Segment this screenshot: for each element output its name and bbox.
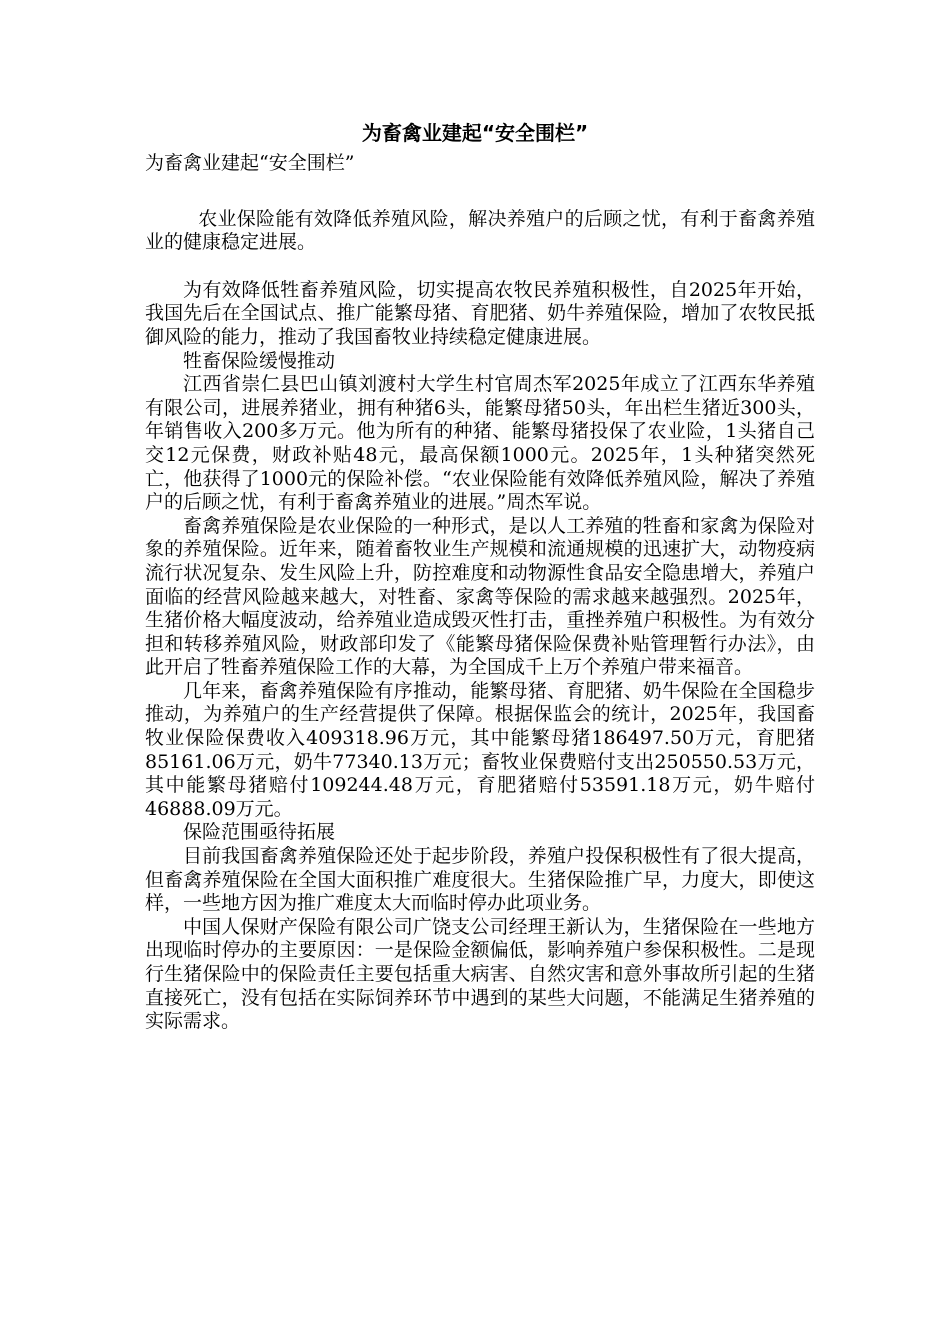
- section-heading: 牲畜保险缓慢推动: [183, 349, 336, 372]
- paragraph: 目前我国畜禽养殖保险还处于起步阶段，养殖户投保积极性有了很大提高，但畜禽养殖保险在全国大面积推广难度很大。生猪保险推广早，力度大，即使这样，一些地方因为推广难度太大而临时停办此项业务。: [145, 845, 815, 915]
- section-heading: 保险范围亟待拓展: [183, 821, 336, 844]
- paragraph: 中国人保财产保险有限公司广饶支公司经理王新认为，生猪保险在一些地方出现临时停办的主要原因：一是保险金额偏低，影响养殖户参保积极性。二是现行生猪保险中的保险责任主要包括重大病害、自然灾害和意外事故所引起的生猪直接死亡，没有包括在实际饲养环节中遇到的某些大问题，不能满足生猪养殖的实际需求。: [145, 915, 815, 1033]
- spacer: [145, 255, 815, 279]
- paragraph: 江西省崇仁县巴山镇刘渡村大学生村官周杰军2025年成立了江西东华养殖有限公司，进展养猪业，拥有种猪6头，能繁母猪50头，年出栏生猪近300头，年销售收入200多万元。他为所有的种猪、能繁母猪投保了农业险，1头猪自己交12元保费，财政补贴48元，最高保额1000元。2025年，1头种猪突然死亡，他获得了1000元的保险补偿。“农业保险能有效降低养殖风险，解决了养殖户的后顾之忧，有利于畜禽养殖业的进展。”周杰军说。: [145, 373, 815, 514]
- document-title: 为畜禽业建起“安全围栏”: [361, 121, 589, 145]
- spacer: [145, 176, 815, 208]
- paragraph: 畜禽养殖保险是农业保险的一种形式，是以人工养殖的牲畜和家禽为保险对象的养殖保险。近年来，随着畜牧业生产规模和流通规模的迅速扩大，动物疫病流行状况复杂、发生风险上升，防控难度和动物源性食品安全隐患增大，养殖户面临的经营风险越来越大，对牲畜、家禽等保险的需求越来越强烈。2025年，生猪价格大幅度波动，给养殖业造成毁灭性打击，重挫养殖户积极性。为有效分担和转移养殖风险，财政部印发了《能繁母猪保险保费补贴管理暂行办法》，由此开启了牲畜养殖保险工作的大幕，为全国成千上万个养殖户带来福音。: [145, 514, 815, 679]
- paragraph: 几年来，畜禽养殖保险有序推动，能繁母猪、育肥猪、奶牛保险在全国稳步推动，为养殖户的生产经营提供了保障。根据保监会的统计，2025年，我国畜牧业保险保费收入409318.96万元，其中能繁母猪186497.50万元，育肥猪85161.06万元，奶牛77340.13万元；畜牧业保费赔付支出250550.53万元，其中能繁母猪赔付109244.48万元，育肥猪赔付53591.18万元，奶牛赔付46888.09万元。: [145, 679, 815, 820]
- document-body: [145, 152, 815, 1034]
- document-subtitle: 为畜禽业建起“安全围栏”: [145, 152, 355, 174]
- paragraph: 为有效降低牲畜养殖风险，切实提高农牧民养殖积极性，自2025年开始，我国先后在全国试点、推广能繁母猪、育肥猪、奶牛养殖保险，增加了农牧民抵御风险的能力，推动了我国畜牧业持续稳定健康进展。: [145, 278, 815, 348]
- lead-paragraph: 农业保险能有效降低养殖风险，解决养殖户的后顾之忧，有利于畜禽养殖业的健康稳定进展。: [145, 207, 815, 254]
